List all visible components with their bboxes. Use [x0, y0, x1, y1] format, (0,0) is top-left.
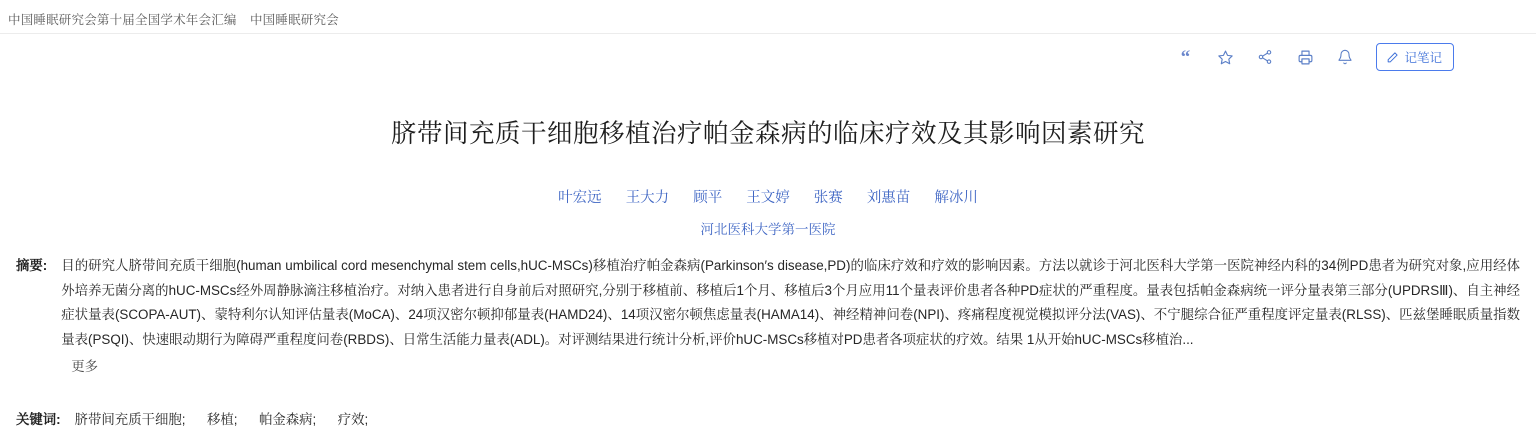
header-divider — [0, 33, 1536, 34]
keyword-4[interactable]: 疗效; — [337, 412, 369, 427]
keyword-2[interactable]: 移植; — [206, 412, 238, 427]
breadcrumb-item-conference[interactable]: 中国睡眠研究会第十届全国学术年会汇编 — [8, 13, 237, 27]
author-list — [0, 186, 1536, 207]
author-6[interactable]: 刘惠苗 — [866, 190, 911, 206]
share-icon[interactable] — [1248, 45, 1282, 69]
abstract-content — [61, 254, 1520, 380]
breadcrumb-item-society[interactable]: 中国睡眠研究会 — [249, 13, 339, 27]
take-note-label: 记笔记 — [1404, 51, 1442, 65]
keywords-list — [75, 409, 369, 431]
keyword-1[interactable]: 脐带间充质干细胞; — [74, 412, 186, 427]
show-more-link[interactable]: 更多 — [71, 359, 99, 374]
page-title: 脐带间充质干细胞移植治疗帕金森病的临床疗效及其影响因素研究 — [390, 120, 1145, 148]
take-note-button[interactable] — [1376, 43, 1454, 71]
author-3[interactable]: 顾平 — [693, 190, 723, 206]
bell-icon[interactable] — [1328, 45, 1362, 69]
breadcrumb — [8, 10, 339, 28]
affiliation[interactable]: 河北医科大学第一医院 — [700, 222, 836, 237]
abstract-text: 目的研究人脐带间充质干细胞(human umbilical cord mesenchymal stem cells,hUC-MSCs)移植治疗帕金森病(Parkinson′s disease,PD)的临床疗效和疗效的影响因素。方法以就诊于河北医科大学第一医院神经内科的34例PD患者为研究对象,应用经体外培养无菌分离的hUC-MSCs经外周静脉滴注移植治疗。对纳入患者进行自身前后对照研究,分别于移植前、移植后1个月、移植后3个月应用11个量表评价患者各种PD症状的严重程度。量表包括帕金森病统一评分量表第三部分(UPDRSⅢ)、自主神经症状量表(SCOPA-AUT)、蒙特利尔认知评估量表(MoCA)、24项汉密尔顿抑郁量表(HAMD24)、14项汉密尔顿焦虑量表(HAMA14)、神经精神问卷(NPI)、疼痛程度视觉模拟评分法(VAS)、不宁腿综合征严重程度评定量表(RLSS)、匹兹堡睡眠质量指数量表(PSQI)、快速眼动期行为障碍严重程度问卷(RBDS)、日常生活能力量表(ADL)。对评测结果进行统计分析,评价hUC-MSCs移植对PD患者各项症状的疗效。结果 1从开始hUC-MSCs移植治... — [61, 258, 1520, 347]
quote-icon[interactable] — [1168, 45, 1202, 69]
abstract-section — [16, 254, 1520, 380]
print-icon[interactable] — [1288, 45, 1322, 69]
quote-glyph: “ — [1180, 46, 1191, 68]
action-toolbar — [1168, 43, 1454, 71]
author-5[interactable]: 张赛 — [813, 190, 843, 206]
pencil-icon — [1386, 51, 1399, 64]
keywords-label: 关键词: — [16, 412, 61, 427]
author-4[interactable]: 王文婷 — [746, 190, 790, 206]
abstract-label: 摘要: — [16, 258, 48, 273]
author-1[interactable]: 叶宏远 — [558, 190, 602, 206]
author-2[interactable]: 王大力 — [625, 190, 670, 206]
favorite-star-icon[interactable] — [1208, 45, 1242, 69]
keyword-3[interactable]: 帕金森病; — [258, 412, 317, 427]
keywords-section — [16, 409, 1520, 431]
author-7[interactable]: 解冰川 — [934, 190, 978, 206]
